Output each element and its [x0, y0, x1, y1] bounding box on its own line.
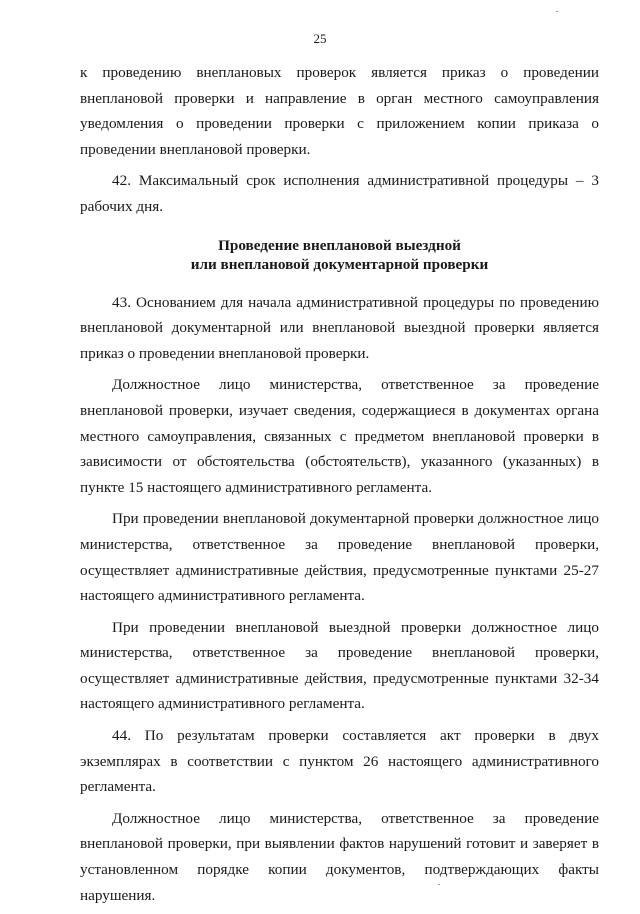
paragraph-official-review: Должностное лицо министерства, ответственное за проведение внеплановой проверки, изучает сведения, содержащиеся в документах органа местного самоуправления, связанных с предметом внеплановой проверки в зависимости от обстоятельства (обстоятельств), указанного (указанных) в пункте 15 настоящего административного регламента. [80, 376, 599, 496]
section-heading [80, 236, 599, 274]
document-body [80, 60, 599, 914]
section-heading-line-2: или внеплановой документарной проверки [190, 255, 489, 273]
paragraph-43: 43. Основанием для начала административной процедуры по проведению внеплановой документарной или внеплановой выездной проверки является приказ о проведении внеплановой проверки. [80, 293, 599, 362]
scan-speck-top [556, 11, 558, 12]
scan-speck-bottom [438, 884, 440, 885]
paragraph-violations: Должностное лицо министерства, ответственное за проведение внеплановой проверки, при выявлении фактов нарушений готовит и заверяет в установленном порядке копии документов, подтверждающих факты нарушения. [80, 809, 599, 904]
paragraph-44: 44. По результатам проверки составляется акт проверки в двух экземплярах в соответствии с пунктом 26 настоящего административного регламента. [80, 727, 599, 796]
paragraph-documentary-check: При проведении внеплановой документарной проверки должностное лицо министерства, ответственное за проведение внеплановой проверки, осуществляет административные действия, предусмотренные пунктами 25-27 настоящего административного регламента. [80, 510, 599, 605]
paragraph-continuation: к проведению внеплановых проверок является приказ о проведении внеплановой проверки и направление в орган местного самоуправления уведомления о проведении проверки с приложением копии приказа о проведении внеплановой проверки. [80, 64, 599, 158]
page-number: 25 [313, 31, 327, 46]
paragraph-field-check: При проведении внеплановой выездной проверки должностное лицо министерства, ответственное за проведение внеплановой проверки, осуществляет административные действия, предусмотренные пунктами 32-34 настоящего административного регламента. [80, 618, 599, 713]
paragraph-42: 42. Максимальный срок исполнения административной процедуры – 3 рабочих дня. [80, 172, 599, 215]
section-heading-line-1: Проведение внеплановой выездной [218, 236, 461, 254]
